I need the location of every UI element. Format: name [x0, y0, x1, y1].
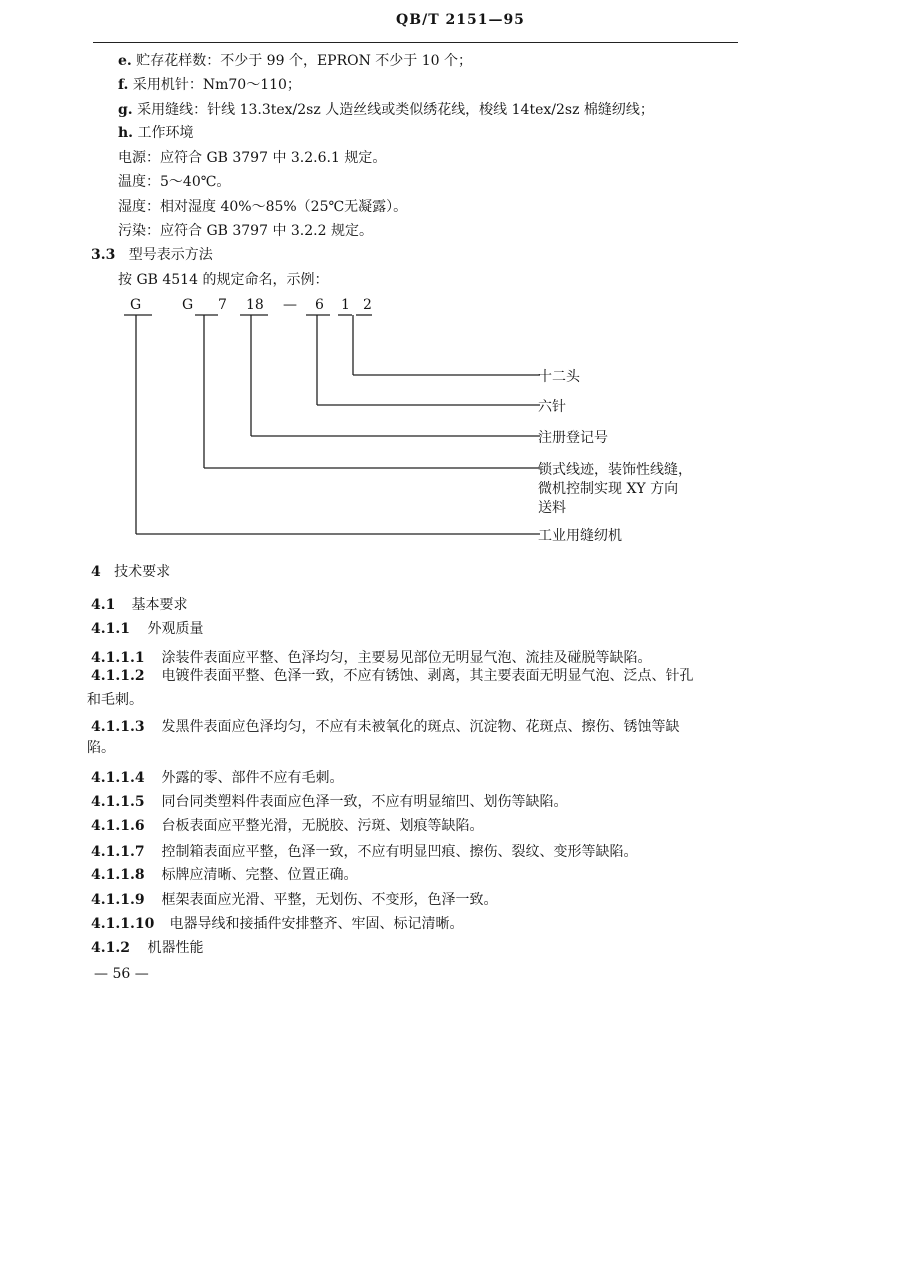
clause-number: 4.1.1.6 [91, 818, 145, 834]
section-title: 技术要求 [114, 564, 171, 580]
clause-4-1 [91, 596, 187, 614]
list-label: h. [118, 125, 134, 141]
diagram-label-stitch-1: 锁式线迹，装饰性线缝， [538, 462, 692, 478]
clause-number: 4.1.1.3 [91, 719, 145, 735]
list-label: e. [118, 53, 132, 69]
clause-text: 电镀件表面平整、色泽一致，不应有锈蚀、剥离，其主要表面无明显气泡、泛点、针孔 [161, 668, 694, 684]
code-char-6: 6 [315, 297, 324, 313]
clause-4-1-1-4 [91, 769, 343, 787]
clause-number: 4.1.1 [91, 621, 130, 637]
code-char-18: 18 [246, 297, 264, 313]
diagram-label-registration: 注册登记号 [538, 430, 608, 446]
section-number: 4 [91, 564, 101, 580]
clause-4-1-1-10 [91, 915, 463, 933]
section-title: 型号表示方法 [128, 247, 213, 263]
env-pollution: 污染：应符合 GB 3797 中 3.2.2 规定。 [118, 223, 373, 239]
diagram-label-needles: 六针 [538, 399, 566, 415]
clause-4-1-1-1 [91, 649, 651, 667]
clause-4-1-1-3-cont: 陷。 [87, 740, 115, 756]
clause-text: 涂装件表面应平整、色泽均匀，主要易见部位无明显气泡、流挂及碰脱等缺陷。 [161, 650, 652, 666]
clause-text: 框架表面应光滑、平整，无划伤、不变形，色泽一致。 [161, 892, 498, 908]
diagram-label-heads: 十二头 [538, 369, 580, 385]
clause-4-1-1-8 [91, 866, 357, 884]
clause-4-1-1-2-cont: 和毛刺。 [87, 692, 143, 708]
clause-number: 4.1.2 [91, 940, 130, 956]
code-char-g1: G [130, 297, 142, 313]
list-label: g. [118, 102, 133, 118]
code-char-7: 7 [218, 297, 227, 313]
clause-number: 4.1 [91, 597, 116, 613]
list-text: 工作环境 [137, 125, 194, 141]
code-char-1: 1 [341, 297, 350, 313]
clause-text: 发黑件表面应色泽均匀，不应有未被氧化的斑点、沉淀物、花斑点、擦伤、锈蚀等缺 [161, 719, 680, 735]
list-text: 贮存花样数：不少于 99 个，EPRON 不少于 10 个； [136, 53, 473, 69]
clause-text: 机器性能 [147, 940, 204, 956]
env-humidity: 湿度：相对湿度 40%～85%（25℃无凝露）。 [118, 199, 408, 215]
naming-intro: 按 GB 4514 的规定命名，示例： [118, 272, 329, 288]
section-4-heading [91, 563, 170, 581]
clause-text: 标牌应清晰、完整、位置正确。 [161, 867, 358, 883]
list-text: 采用机针：Nm70～110； [132, 77, 301, 93]
list-label: f. [118, 77, 129, 93]
clause-4-1-1-7 [91, 843, 637, 861]
clause-number: 4.1.1.9 [91, 892, 145, 908]
clause-number: 4.1.1.8 [91, 867, 145, 883]
clause-number: 4.1.1.2 [91, 668, 145, 684]
env-power: 电源：应符合 GB 3797 中 3.2.6.1 规定。 [118, 150, 387, 166]
clause-text: 外观质量 [147, 621, 204, 637]
clause-4-1-1-6 [91, 817, 483, 835]
clause-4-1-1-3 [91, 718, 679, 736]
code-char-g2: G [182, 297, 194, 313]
clause-number: 4.1.1.4 [91, 770, 145, 786]
diagram-label-stitch-2: 微机控制实现 XY 方向 [538, 481, 679, 497]
clause-4-1-2 [91, 939, 203, 957]
clause-text: 台板表面应平整光滑，无脱胶、污斑、划痕等缺陷。 [161, 818, 484, 834]
clause-text: 基本要求 [131, 597, 188, 613]
clause-number: 4.1.1.7 [91, 844, 145, 860]
clause-text: 同台同类塑料件表面应色泽一致，不应有明显缩凹、划伤等缺陷。 [161, 794, 568, 810]
clause-4-1-1 [91, 620, 203, 638]
env-temperature: 温度：5～40℃。 [118, 174, 231, 190]
diagram-label-industrial: 工业用缝纫机 [538, 528, 622, 544]
clause-number: 4.1.1.10 [91, 916, 155, 932]
section-number: 3.3 [91, 247, 116, 263]
diagram-label-stitch-3: 送料 [538, 500, 566, 516]
clause-4-1-1-9 [91, 891, 497, 909]
clause-text: 电器导线和接插件安排整齐、牢固、标记清晰。 [169, 916, 464, 932]
clause-text: 控制箱表面应平整，色泽一致，不应有明显凹痕、擦伤、裂纹、变形等缺陷。 [161, 844, 638, 860]
page-header: QB/T 2151—95 [396, 12, 525, 28]
clause-4-1-1-2 [91, 667, 693, 685]
clause-number: 4.1.1.1 [91, 650, 145, 666]
code-char-dash: — [283, 297, 297, 313]
clause-number: 4.1.1.5 [91, 794, 145, 810]
list-text: 采用缝线：针线 13.3tex/2sz 人造丝线或类似绣花线，梭线 14tex/2sz 棉缝纫线； [137, 102, 654, 118]
code-char-2: 2 [363, 297, 372, 313]
page-number: — 56 — [94, 966, 149, 982]
clause-text: 外露的零、部件不应有毛刺。 [161, 770, 344, 786]
clause-4-1-1-5 [91, 793, 567, 811]
